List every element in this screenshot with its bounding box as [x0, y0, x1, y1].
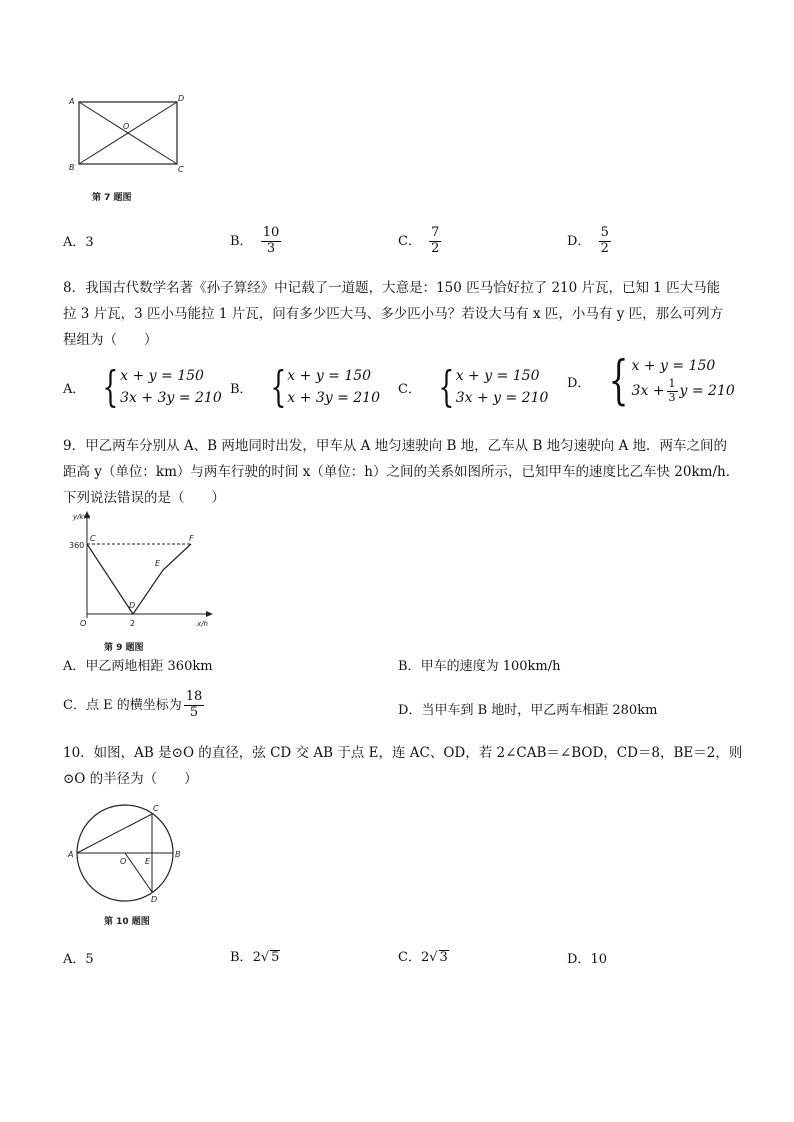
option-label: D． — [567, 375, 591, 391]
numerator: 1 — [668, 376, 676, 390]
option-label: D． — [567, 952, 591, 967]
option-label: A． — [63, 659, 86, 674]
q10-option-c — [398, 950, 449, 964]
equation-1: x + y = 150 — [631, 357, 716, 374]
origin-label: O — [80, 619, 87, 628]
q8-stem — [63, 275, 743, 353]
fraction — [429, 226, 441, 257]
q7-option-d — [567, 226, 611, 257]
segment-ac — [77, 814, 152, 853]
denominator: 2 — [600, 240, 609, 256]
point-o: O — [120, 857, 127, 866]
point-a: A — [69, 97, 75, 106]
point-a: A — [68, 850, 74, 859]
numerator: 10 — [262, 225, 280, 240]
equation-1: x + y = 150 — [120, 368, 204, 384]
q9-distance-time-graph — [63, 508, 223, 630]
q8-line-3: 程组为（ ） — [63, 332, 158, 348]
q8-line-1: 8．我国古代数学名著《孙子算经》中记载了一道题，大意是：150 匹马恰好拉了 210 片瓦，已知 1 匹大马能 — [63, 280, 721, 296]
option-text: 甲乙两地相距 360km — [85, 659, 213, 674]
point-c: C — [178, 165, 184, 174]
y-tick-360: 360 — [69, 541, 85, 550]
q9-option-d — [398, 704, 657, 717]
q8-option-b — [230, 362, 380, 411]
option-label: C． — [398, 233, 421, 249]
option-value: 5 — [85, 952, 94, 967]
q10-option-a — [63, 953, 94, 966]
radicand: 3 — [439, 950, 448, 965]
point-d: D — [178, 94, 185, 103]
option-label: B． — [398, 659, 421, 674]
fraction — [667, 378, 678, 404]
point-b: B — [69, 163, 75, 172]
option-label: A． — [63, 235, 86, 250]
coefficient: 2 — [420, 950, 430, 965]
x-tick-2: 2 — [130, 619, 136, 628]
brace-icon: { — [102, 362, 119, 411]
numerator: 7 — [431, 225, 440, 240]
equation-2-post: y = 210 — [679, 383, 735, 399]
option-label: D． — [398, 703, 422, 718]
equation-2: 3x + y = 210 — [455, 390, 549, 406]
point-c: C — [90, 534, 96, 543]
x-axis-arrow-icon — [206, 611, 213, 617]
option-label: B． — [230, 950, 253, 965]
option-text: 点 E 的横坐标为 — [85, 697, 182, 713]
graph-line-cdef — [87, 544, 191, 614]
q7-option-c — [398, 226, 441, 257]
denominator: 2 — [431, 240, 440, 256]
fraction — [261, 226, 282, 257]
q8-option-a — [63, 362, 222, 411]
point-d: D — [129, 601, 136, 610]
point-f: F — [189, 534, 194, 543]
q7-option-a — [63, 236, 94, 249]
equation-2: x + 3y = 210 — [287, 390, 380, 406]
brace-icon: { — [438, 362, 455, 411]
q9-line-2: 距高 y（单位：km）与两车行驶的时间 x（单位：h）之间的关系如图所示，已知甲车的速度比乙车快 20km/h． — [63, 464, 740, 480]
q9-stem — [63, 433, 743, 511]
denominator: 3 — [266, 240, 276, 256]
option-text: 当甲车到 B 地时，甲乙两车相距 280km — [421, 703, 658, 718]
radicand: 5 — [271, 950, 280, 965]
q8-option-d — [567, 351, 735, 411]
q10-option-d — [567, 953, 607, 966]
q10-figure-caption: 第 10 题图 — [104, 917, 150, 927]
sqrt-icon: √ — [429, 950, 438, 965]
equation-system — [632, 358, 735, 404]
option-value: 3 — [85, 235, 94, 250]
point-b: B — [175, 850, 181, 859]
numerator: 18 — [185, 689, 203, 704]
equation-2: 3x + 3y = 210 — [120, 390, 222, 406]
denominator: 5 — [189, 704, 199, 720]
point-o: O — [123, 122, 130, 131]
point-c: C — [153, 804, 159, 813]
q10-stem — [63, 740, 743, 792]
point-e: E — [155, 559, 161, 568]
y-axis-label: y/km — [73, 513, 91, 521]
option-label: C． — [63, 697, 86, 713]
q9-line-1: 9．甲乙两车分别从 A、B 两地同时出发，甲车从 A 地匀速驶向 B 地，乙车从 B 地匀速驶向 A 地．两车之间的 — [63, 438, 728, 454]
numerator: 5 — [600, 225, 609, 240]
equation-1: x + y = 150 — [455, 368, 540, 384]
sqrt-icon: √ — [260, 950, 270, 965]
point-d: D — [151, 895, 158, 904]
fraction — [184, 690, 205, 721]
equation-1: x + y = 150 — [287, 368, 372, 384]
q8-line-2: 拉 3 片瓦，3 匹小马能拉 1 片瓦，问有多少匹大马、多少匹小马？若设大马有 x 匹，小马有 y 匹，那么可列方 — [63, 306, 724, 322]
q7-rectangle-figure — [66, 92, 196, 178]
option-label: A． — [63, 952, 86, 967]
denominator: 3 — [668, 390, 676, 404]
equation-system — [287, 368, 380, 406]
brace-icon: { — [609, 351, 629, 411]
equation-system — [120, 368, 222, 406]
q9-figure-caption: 第 9 题图 — [104, 643, 144, 653]
q10-option-b — [230, 950, 280, 964]
q7-option-b — [230, 226, 281, 257]
option-text: 甲车的速度为 100km/h — [420, 659, 561, 674]
equation-2 — [632, 378, 735, 404]
option-value: 10 — [590, 952, 607, 967]
equation-system — [456, 368, 549, 406]
q7-figure-caption: 第 7 题图 — [92, 193, 132, 203]
option-label: C． — [398, 381, 421, 397]
equation-2-pre: 3x + — [631, 383, 665, 399]
brace-icon: { — [269, 362, 286, 411]
q10-line-2: ⊙O 的半径为（ ） — [63, 771, 198, 787]
option-label: C． — [398, 950, 421, 965]
q8-option-c — [398, 362, 549, 411]
q10-line-1: 10．如图，AB 是⊙O 的直径，弦 CD 交 AB 于点 E，连 AC、OD，若 2∠CAB＝∠BOD，CD＝8，BE＝2，则 — [63, 745, 743, 761]
option-label: B． — [230, 381, 253, 397]
q9-option-b — [398, 660, 560, 673]
option-label: A． — [63, 381, 86, 397]
x-axis-label: x/h — [197, 620, 208, 628]
option-label: D． — [567, 233, 591, 249]
q9-line-3: 下列说法错误的是（ ） — [63, 490, 225, 506]
fraction — [599, 226, 611, 257]
q9-option-c — [63, 690, 204, 721]
point-e: E — [145, 857, 151, 866]
q9-option-a — [63, 660, 213, 673]
option-label: B． — [230, 233, 253, 249]
coefficient: 2 — [252, 950, 261, 965]
q10-circle-figure — [63, 800, 193, 904]
